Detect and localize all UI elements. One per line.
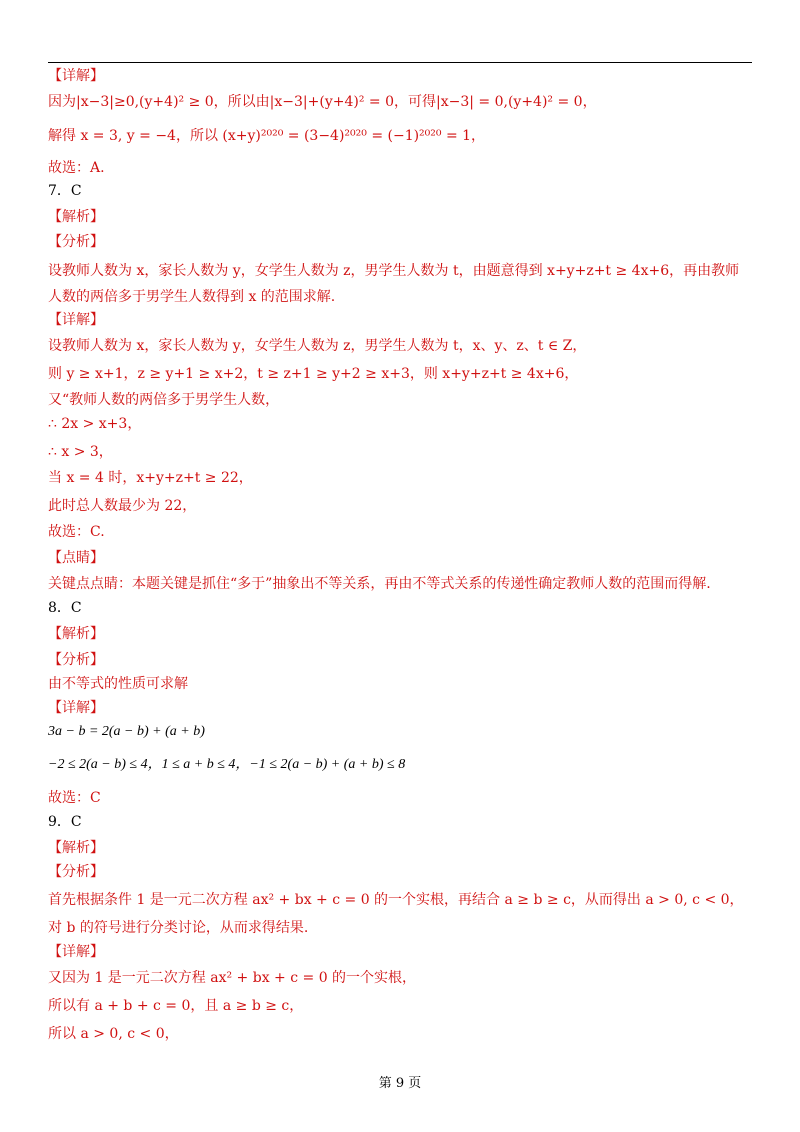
analysis-heading: 【解析】 <box>48 209 104 225</box>
text-line: 解得 x = 3, y = −4，所以 (x+y)²⁰²⁰ = (3−4)²⁰²⁰ = (−1)²⁰²⁰ = 1， <box>48 128 486 144</box>
analysis-heading: 【解析】 <box>48 626 104 642</box>
text-line: 所以有 a + b + c = 0，且 a ≥ b ≥ c， <box>48 998 304 1014</box>
text-line: 又“教师人数的两倍多于男学生人数， <box>48 392 280 408</box>
analysis-heading: 【分析】 <box>48 652 104 668</box>
text-paragraph: 首先根据条件 1 是一元二次方程 ax² + bx + c = 0 的一个实根，再结合 a ≥ b ≥ c，从而得出 a > 0, c < 0，对 b 的符号进行分类讨论，从而求得结果. <box>48 892 744 936</box>
page-number: 第 9 页 <box>378 1076 422 1091</box>
detail-heading: 【详解】 <box>48 700 104 716</box>
math-line: ∴ 2x > x+3， <box>48 416 142 432</box>
question-number: 8．C <box>48 600 82 616</box>
math-line: −2 ≤ 2(a − b) ≤ 4，1 ≤ a + b ≤ 4，−1 ≤ 2(a − b) + (a + b) ≤ 8 <box>48 757 406 772</box>
answer-line: 故选：C <box>48 790 101 806</box>
text-line: 设教师人数为 x，家长人数为 y，女学生人数为 z，男学生人数为 t，x、y、z、t ∈ Z， <box>48 338 587 354</box>
analysis-heading: 【分析】 <box>48 864 104 880</box>
math-line: ∴ x > 3， <box>48 444 113 460</box>
text-line: 当 x = 4 时，x+y+z+t ≥ 22， <box>48 470 253 486</box>
detail-heading: 【详解】 <box>48 68 104 84</box>
question-number: 9．C <box>48 814 82 830</box>
math-line: 3a − b = 2(a − b) + (a + b) <box>48 724 205 739</box>
text-line: 关键点点睛：本题关键是抓住“多于”抽象出不等关系，再由不等式关系的传递性确定教师人数的范围而得解. <box>48 576 711 592</box>
detail-heading: 【详解】 <box>48 944 104 960</box>
text-line: 此时总人数最少为 22， <box>48 498 197 514</box>
question-number: 7．C <box>48 183 82 199</box>
remark-heading: 【点睛】 <box>48 550 104 566</box>
detail-heading: 【详解】 <box>48 312 104 328</box>
text-line: 所以 a > 0, c < 0， <box>48 1026 179 1042</box>
answer-line: 故选：C. <box>48 524 105 540</box>
text-line: 由不等式的性质可求解 <box>48 676 188 692</box>
answer-line: 故选：A. <box>48 160 105 176</box>
text-line: 因为|x−3|≥0,(y+4)² ≥ 0，所以由|x−3|+(y+4)² = 0，可得|x−3| = 0,(y+4)² = 0， <box>48 94 597 110</box>
analysis-heading: 【解析】 <box>48 840 104 856</box>
text-line: 则 y ≥ x+1，z ≥ y+1 ≥ x+2，t ≥ z+1 ≥ y+2 ≥ x+3，则 x+y+z+t ≥ 4x+6， <box>48 366 579 382</box>
text-paragraph: 设教师人数为 x，家长人数为 y，女学生人数为 z，男学生人数为 t，由题意得到 x+y+z+t ≥ 4x+6，再由教师人数的两倍多于男学生人数得到 x 的范围求解. <box>48 263 740 305</box>
analysis-heading: 【分析】 <box>48 234 104 250</box>
header-rule <box>48 62 752 63</box>
text-line: 又因为 1 是一元二次方程 ax² + bx + c = 0 的一个实根， <box>48 970 417 986</box>
